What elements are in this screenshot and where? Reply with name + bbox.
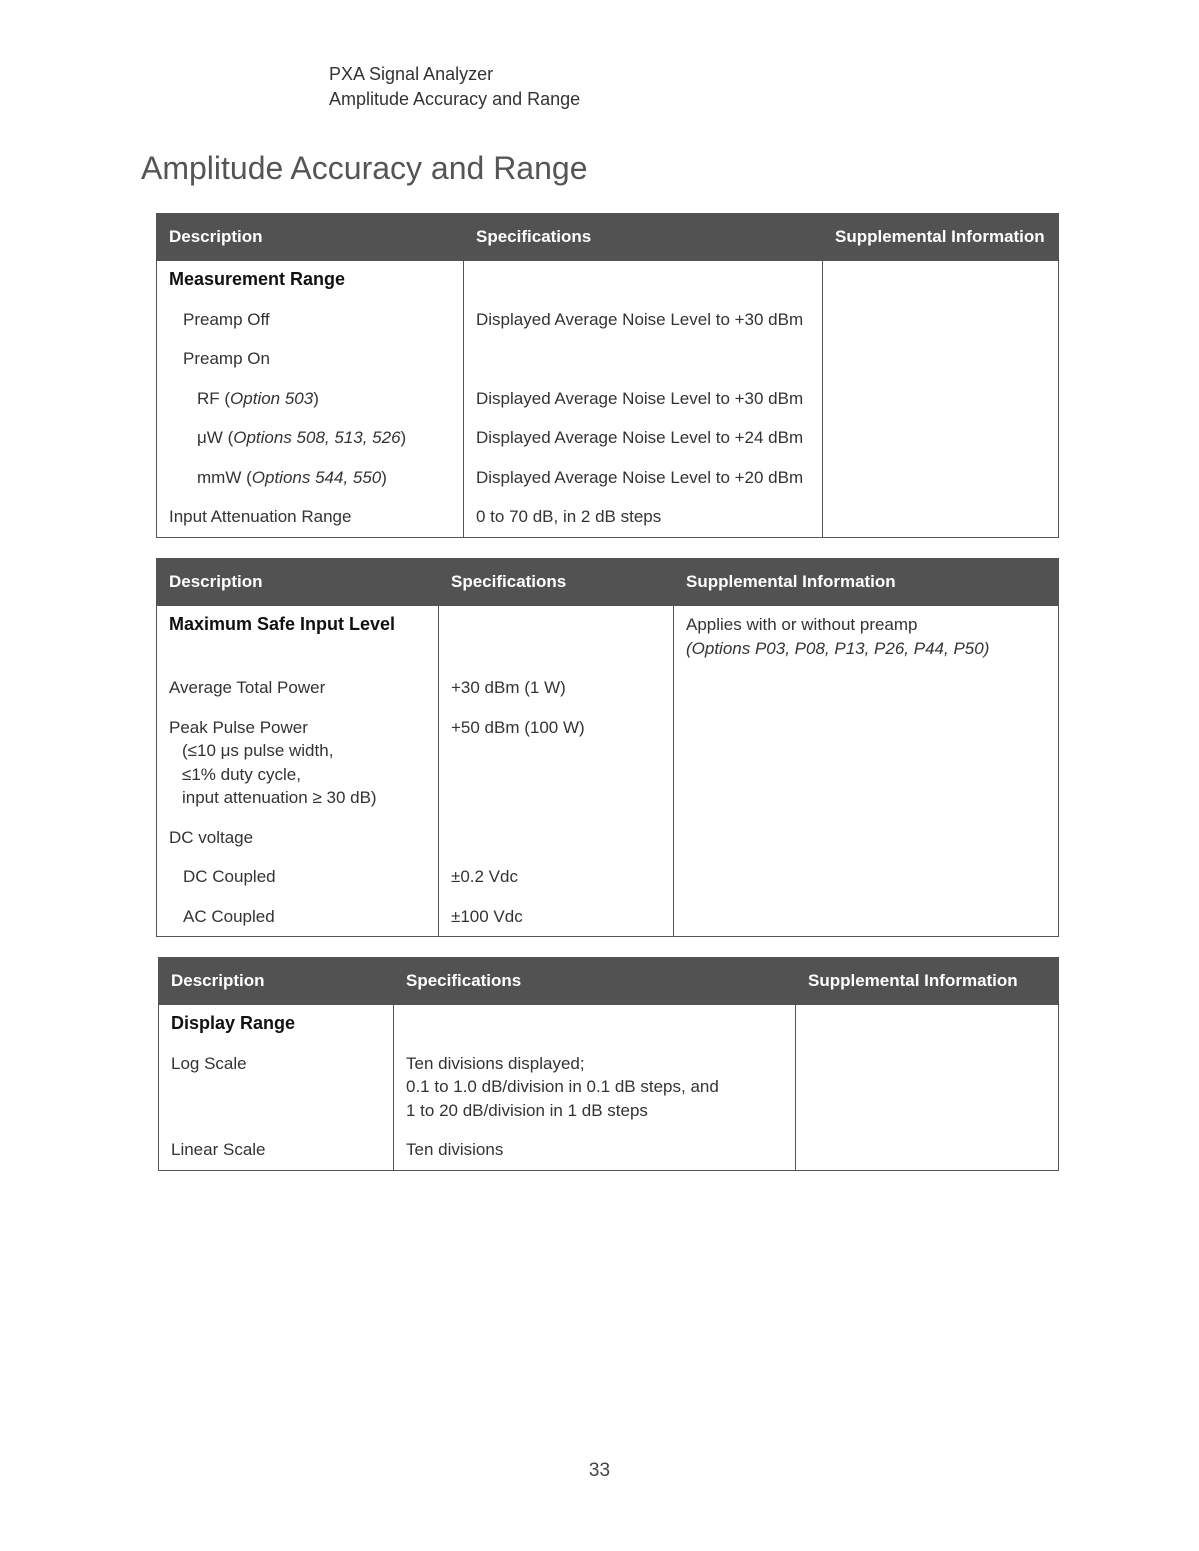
display-range-table bbox=[158, 957, 1059, 1171]
row-label: Linear Scale bbox=[159, 1122, 394, 1170]
row-spec: Displayed Average Noise Level to +30 dBm bbox=[464, 371, 823, 411]
section-heading: Display Range bbox=[171, 1013, 296, 1033]
row-spec: Displayed Average Noise Level to +24 dBm bbox=[464, 410, 823, 450]
max-safe-input-table bbox=[156, 558, 1059, 937]
table-row bbox=[159, 1005, 1059, 1036]
row-label: DC voltage bbox=[157, 810, 439, 850]
column-header-description: Description bbox=[157, 214, 464, 261]
row-label: Input Attenuation Range bbox=[157, 489, 464, 537]
table-row bbox=[157, 700, 1059, 810]
row-spec: +50 dBm (100 W) bbox=[439, 700, 674, 810]
table-row bbox=[157, 410, 1059, 450]
column-header-specifications: Specifications bbox=[439, 559, 674, 606]
table-row bbox=[159, 1036, 1059, 1123]
table-row bbox=[157, 810, 1059, 850]
row-spec: 0 to 70 dB, in 2 dB steps bbox=[464, 489, 823, 537]
measurement-range-table bbox=[156, 213, 1059, 538]
row-label: Average Total Power bbox=[157, 660, 439, 700]
column-header-description: Description bbox=[157, 559, 439, 606]
row-spec: ±100 Vdc bbox=[439, 889, 674, 937]
column-header-description: Description bbox=[159, 958, 394, 1005]
row-label: AC Coupled bbox=[183, 906, 275, 926]
table-row bbox=[157, 606, 1059, 661]
table-header-row bbox=[157, 559, 1059, 606]
page-title: Amplitude Accuracy and Range bbox=[141, 150, 588, 186]
row-label: DC Coupled bbox=[183, 867, 276, 886]
table-row bbox=[157, 889, 1059, 937]
column-header-supplemental: Supplemental Information bbox=[796, 958, 1059, 1005]
table-row bbox=[157, 331, 1059, 371]
table-header-row bbox=[159, 958, 1059, 1005]
supplemental-note: Applies with or without preamp (Options P03, P08, P13, P26, P44, P50) bbox=[674, 606, 1059, 661]
row-spec: Displayed Average Noise Level to +20 dBm bbox=[464, 450, 823, 490]
table-row bbox=[157, 371, 1059, 411]
row-label: Preamp Off bbox=[183, 309, 270, 329]
running-header bbox=[329, 62, 580, 112]
row-spec: Ten divisions displayed; 0.1 to 1.0 dB/division in 0.1 dB steps, and 1 to 20 dB/division in 1 dB steps bbox=[394, 1036, 796, 1123]
column-header-specifications: Specifications bbox=[464, 214, 823, 261]
column-header-specifications: Specifications bbox=[394, 958, 796, 1005]
column-header-supplemental: Supplemental Information bbox=[674, 559, 1059, 606]
row-spec: Displayed Average Noise Level to +30 dBm bbox=[464, 292, 823, 332]
table-row bbox=[157, 292, 1059, 332]
section-heading: Maximum Safe Input Level bbox=[169, 614, 396, 634]
table-row bbox=[157, 489, 1059, 537]
table-row bbox=[157, 660, 1059, 700]
row-spec: Ten divisions bbox=[394, 1122, 796, 1170]
table-row bbox=[159, 1122, 1059, 1170]
page-number: 33 bbox=[588, 1460, 611, 1481]
header-product: PXA Signal Analyzer bbox=[329, 64, 494, 84]
row-label: RF (Option 503) bbox=[197, 388, 319, 408]
row-label: Preamp On bbox=[183, 349, 270, 368]
table-header-row bbox=[157, 214, 1059, 261]
table-row bbox=[157, 450, 1059, 490]
row-label: mmW (Options 544, 550) bbox=[197, 467, 387, 487]
column-header-supplemental: Supplemental Information bbox=[823, 214, 1059, 261]
header-section: Amplitude Accuracy and Range bbox=[329, 89, 581, 109]
row-label: Peak Pulse Power (≤10 μs pulse width, ≤1% duty cycle, input attenuation ≥ 30 dB) bbox=[157, 700, 439, 810]
row-spec: +30 dBm (1 W) bbox=[439, 660, 674, 700]
table-row bbox=[157, 261, 1059, 292]
row-label: μW (Options 508, 513, 526) bbox=[197, 428, 407, 447]
row-spec: ±0.2 Vdc bbox=[439, 849, 674, 889]
row-label: Log Scale bbox=[159, 1036, 394, 1123]
section-heading: Measurement Range bbox=[169, 269, 346, 289]
table-row bbox=[157, 849, 1059, 889]
